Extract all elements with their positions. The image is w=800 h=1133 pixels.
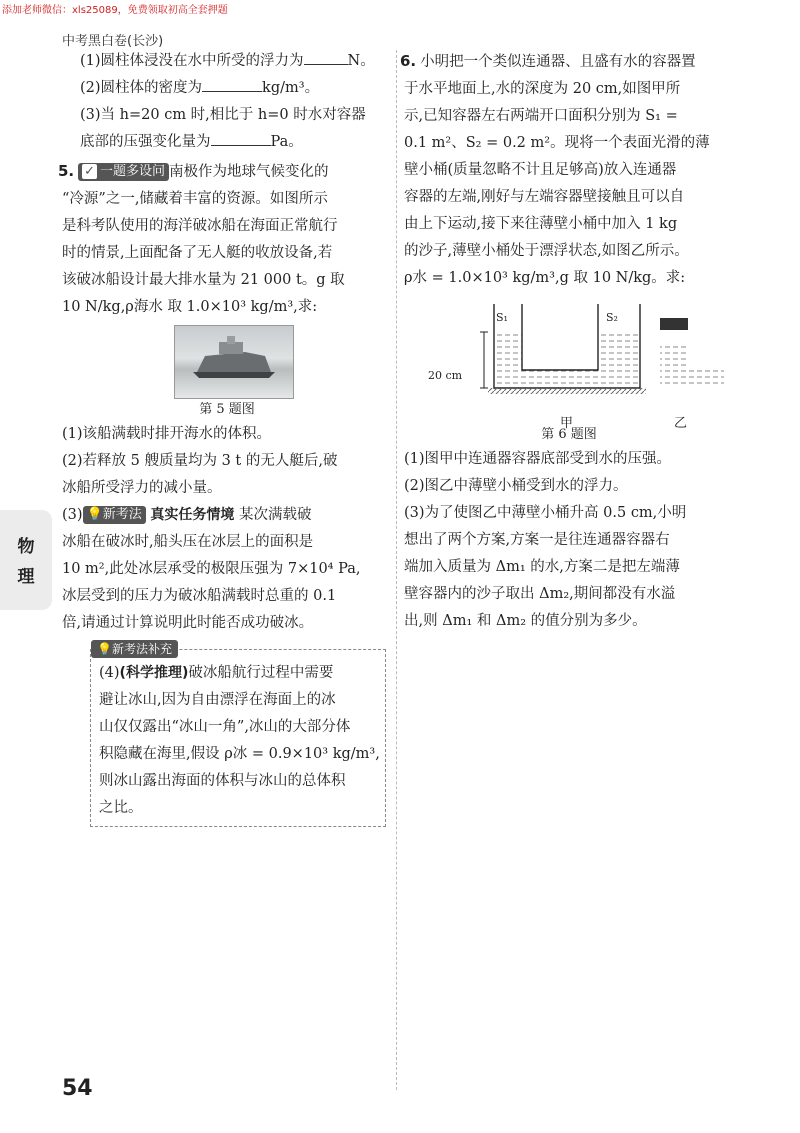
icebreaker-photo — [174, 325, 294, 399]
q6-sub3-line3: 端加入质量为 Δm₁ 的水,方案二是把左端薄 — [404, 559, 680, 575]
q6-number: 6. — [400, 52, 417, 70]
q4-part3-unit: Pa。 — [270, 134, 303, 150]
q4-part1-unit: N。 — [347, 53, 375, 69]
q6-line3: 示,已知容器左右两端开口面积分别为 S₁ = — [404, 108, 678, 124]
q6-sub2: (2)图乙中薄壁小桶受到水的浮力。 — [404, 478, 628, 494]
multi-question-tag-label: 一题多设问 — [100, 164, 166, 179]
q5-sub3-line5: 倍,请通过计算说明此时能否成功破冰。 — [62, 615, 314, 631]
q5-sub3-prefix: (3) — [62, 507, 83, 523]
connected-vessel-diagram — [424, 296, 724, 414]
running-header: 中考黑白卷(长沙) — [62, 34, 164, 49]
q5-sub3-line4: 冰层受到的压力为破冰船满载时总重的 0.1 — [62, 588, 337, 604]
q4-part2-text: (2)圆柱体的密度为 — [80, 80, 203, 96]
task-context-label: 真实任务情境 — [150, 507, 235, 523]
q6-line7: 由上下运动,接下来往薄壁小桶中加入 1 kg — [404, 216, 678, 232]
q5-sub3-line2: 冰船在破冰时,船头压在冰层上的面积是 — [62, 534, 314, 550]
multi-question-tag — [78, 163, 169, 181]
q5-sub4-line5: 则冰山露出海面的体积与冰山的总体积 — [99, 773, 346, 789]
q4-part3-text: 底部的压强变化量为 — [80, 134, 211, 150]
q6-sub1: (1)图甲中连通器容器底部受到水的压强。 — [404, 451, 672, 467]
subject-tab-char2: 理 — [17, 567, 35, 587]
q6-sub3-line4: 壁容器内的沙子取出 Δm₂,期间都没有水溢 — [404, 586, 676, 602]
label-yi: 乙 — [674, 416, 688, 431]
supplement-tag — [91, 640, 178, 658]
q5-sub4-text: 破冰船航行过程中需要 — [188, 665, 334, 681]
right-column — [400, 48, 734, 635]
check-icon: ✓ — [84, 164, 96, 179]
page-number: 54 — [62, 1076, 93, 1101]
q5-line3: 是科考队使用的海洋破冰船在海面正常航行 — [62, 218, 338, 234]
q5-sub3-line3: 10 m²,此处冰层承受的极限压强为 7×10⁴ Pa, — [62, 561, 361, 577]
lightbulb-icon: 💡 — [97, 642, 112, 656]
q6-line5: 壁小桶(质量忽略不计且足够高)放入连通器 — [404, 162, 677, 178]
q5-sub4-line4: 积隐藏在海里,假设 ρ冰 = 0.9×10³ kg/m³, — [99, 746, 380, 762]
supplement-box — [90, 642, 386, 827]
q5-line4: 时的情景,上面配备了无人艇的收放设备,若 — [62, 245, 333, 261]
column-divider — [396, 50, 397, 1090]
q6-line9: ρ水 = 1.0×10³ kg/m³,g 取 10 N/kg。求: — [404, 270, 686, 286]
lightbulb-icon: 💡 — [86, 507, 103, 522]
answer-blank[interactable] — [304, 50, 348, 65]
q5-sub4-prefix: (4) — [99, 665, 120, 681]
q4-part2-unit: kg/m³。 — [262, 80, 320, 96]
q5-sub2-line1: (2)若释放 5 艘质量均为 3 t 的无人艇后,破 — [62, 453, 338, 469]
q4-part3-line2 — [62, 129, 392, 156]
q5-line6: 10 N/kg,ρ海水 取 1.0×10³ kg/m³,求: — [62, 299, 318, 315]
q6-line1 — [400, 48, 734, 76]
new-method-tag — [83, 506, 146, 524]
q4-part3-line1: (3)当 h=20 cm 时,相比于 h=0 时水对容器 — [80, 107, 366, 123]
q5-line1 — [58, 158, 392, 186]
q6-line2: 于水平地面上,水的深度为 20 cm,如图甲所 — [404, 81, 681, 97]
q5-sub1: (1)该船满载时排开海水的体积。 — [62, 426, 272, 442]
new-method-tag-label: 新考法 — [102, 507, 142, 522]
q5-sub4-line2: 避让冰山,因为自由漂浮在海面上的冰 — [99, 692, 336, 708]
q4-part1 — [62, 48, 392, 75]
q5-line2: “冷源”之一,储藏着丰富的资源。如图所示 — [62, 191, 328, 207]
q5-sub3-line1 — [62, 502, 392, 529]
q6-sub3-line5: 出,则 Δm₁ 和 Δm₂ 的值分别为多少。 — [404, 613, 647, 629]
q6-text: 小明把一个类似连通器、且盛有水的容器置 — [420, 54, 696, 70]
q5-sub2-line2: 冰船所受浮力的减小量。 — [62, 480, 222, 496]
q6-sub3-line2: 想出了两个方案,方案一是往连通器容器右 — [404, 532, 670, 548]
q5-sub3-text: 某次满载破 — [238, 507, 312, 523]
label-jia: 甲 — [560, 416, 574, 431]
label-s2: S₂ — [606, 311, 618, 324]
q5-number: 5. — [58, 162, 75, 180]
q4-part1-text: (1)圆柱体浸没在水中所受的浮力为 — [80, 53, 304, 69]
figure5-caption: 第 5 题图 — [199, 402, 255, 417]
subject-tab — [0, 510, 52, 610]
left-column — [58, 48, 392, 827]
answer-blank[interactable] — [202, 77, 262, 92]
q5-sub4-line6: 之比。 — [99, 800, 143, 816]
q5-text: 南极作为地球气候变化的 — [169, 164, 329, 180]
watermark-text: 添加老师微信：xls25089，免费领取初高全套押题 — [2, 5, 228, 16]
figure6-caption: 第 6 题图 — [541, 427, 597, 442]
q5-line5: 该破冰船设计最大排水量为 21 000 t。g 取 — [62, 272, 345, 288]
label-s1: S₁ — [496, 311, 508, 324]
q6-line8: 的沙子,薄壁小桶处于漂浮状态,如图乙所示。 — [404, 243, 689, 259]
label-depth: 20 cm — [428, 369, 463, 382]
q6-sub3-line1: (3)为了使图乙中薄壁小桶升高 0.5 cm,小明 — [404, 505, 687, 521]
subject-tab-char1: 物 — [17, 537, 35, 557]
icebreaker-ship-icon — [175, 326, 293, 398]
q5-sub4-line1 — [99, 660, 377, 687]
answer-blank[interactable] — [211, 131, 271, 146]
figure6-diagram — [424, 296, 734, 431]
q4-part2 — [62, 75, 392, 102]
science-reasoning-label: (科学推理) — [119, 665, 189, 681]
supplement-tag-label: 新考法补充 — [111, 642, 172, 656]
q5-sub4-line3: 山仅仅露出“冰山一角”,冰山的大部分体 — [99, 719, 351, 735]
q6-line4: 0.1 m²、S₂ = 0.2 m²。现将一个表面光滑的薄 — [404, 135, 710, 151]
q6-line6: 容器的左端,刚好与左端容器壁接触且可以自 — [404, 189, 685, 205]
